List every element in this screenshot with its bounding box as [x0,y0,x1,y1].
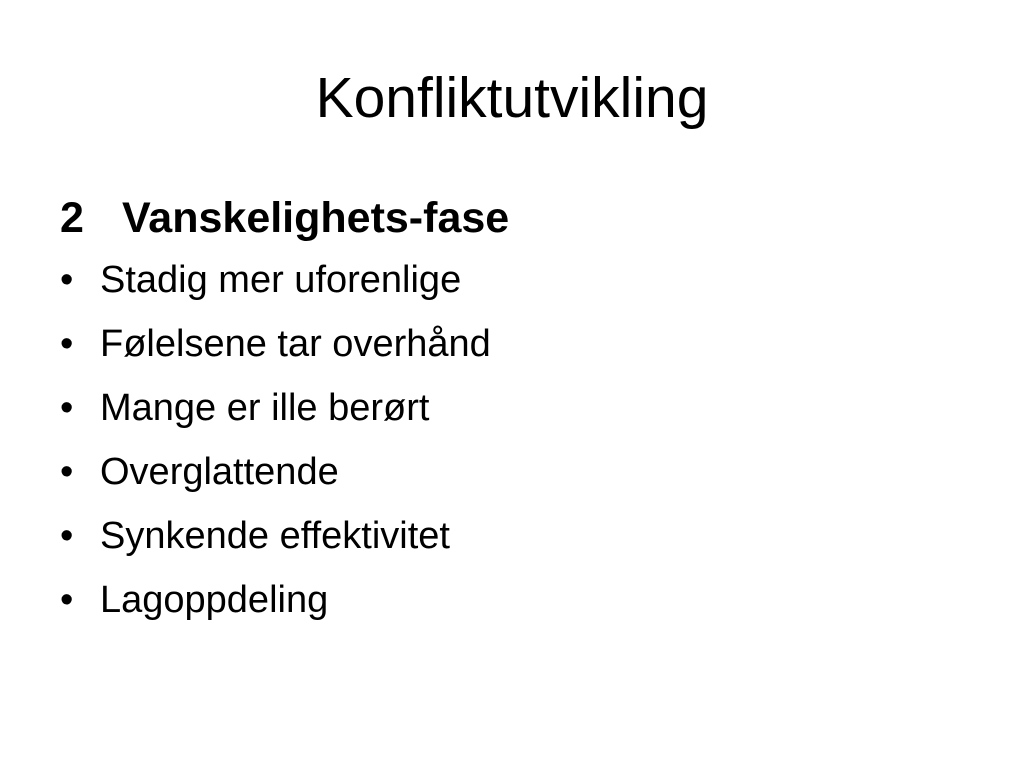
bullet-list [60,248,960,632]
bullet-text: Lagoppdeling [100,579,329,621]
bullet-icon: • [60,451,74,493]
bullet-icon: • [60,579,74,621]
section-heading [60,188,960,248]
bullet-item [60,504,960,568]
bullet-icon: • [60,515,74,557]
bullet-icon: • [60,323,74,365]
bullet-item [60,568,960,632]
bullet-item [60,440,960,504]
bullet-item [60,312,960,376]
bullet-text: Overglattende [100,451,339,493]
slide-body [60,188,960,632]
bullet-item [60,248,960,312]
bullet-item [60,376,960,440]
section-number: 2 [60,194,84,242]
section-title: Vanskelighets-fase [122,194,510,242]
bullet-text: Mange er ille berørt [100,387,430,429]
bullet-icon: • [60,387,74,429]
slide-title: Konfliktutvikling [315,66,709,130]
bullet-text: Følelsene tar overhånd [100,323,491,365]
bullet-icon: • [60,259,74,301]
bullet-text: Stadig mer uforenlige [100,259,462,301]
bullet-text: Synkende effektivitet [100,515,450,557]
